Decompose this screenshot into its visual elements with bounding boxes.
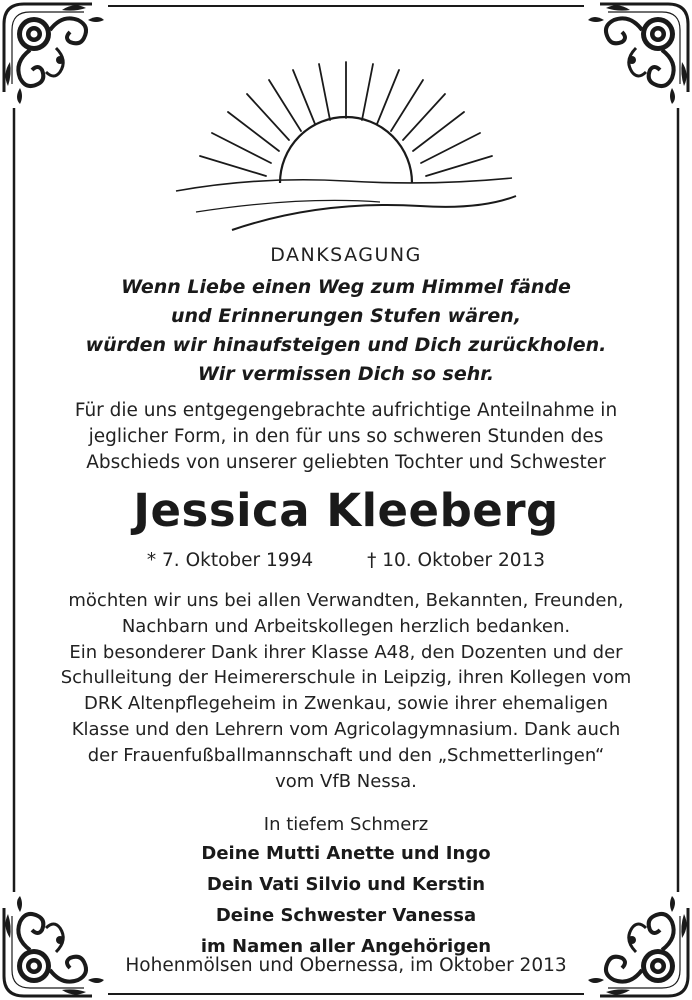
thanks-body [0, 588, 692, 794]
signer-line: Deine Schwester Vanessa [215, 905, 477, 926]
place-and-date: Hohenmölsen und Obernessa, im Oktober 2013 [125, 955, 567, 976]
body-line: Klasse und den Lehrern vom Agricolagymnasium. Dank auch [71, 718, 621, 740]
intro-text [0, 398, 692, 476]
signers-list [0, 838, 692, 962]
intro-line: Abschieds von unserer geliebten Tochter und Schwester [86, 452, 606, 473]
sunrise-icon [0, 0, 692, 250]
death-date: † 10. Oktober 2013 [367, 550, 546, 571]
body-line: Schulleitung der Heimererschule in Leipzig, ihren Kollegen vom [60, 667, 632, 689]
body-line: Nachbarn und Arbeitskollegen herzlich bedanken. [121, 615, 571, 637]
body-line: Ein besonderer Dank ihrer Klasse A48, den Dozenten und der [69, 641, 623, 663]
intro-line: jeglicher Form, in den für uns so schweren Stunden des [88, 426, 604, 447]
body-line: vom VfB Nessa. [275, 770, 417, 792]
poem-line: Wir vermissen Dich so sehr. [197, 363, 495, 385]
heading-danksagung: DANKSAGUNG [270, 244, 422, 266]
body-line: der Frauenfußballmannschaft und den „Schmetterlingen“ [87, 744, 605, 766]
signer-line: im Namen aller Angehörigen [200, 936, 492, 957]
deceased-name: Jessica Kleeberg [133, 484, 559, 537]
life-dates [0, 550, 692, 571]
body-line: möchten wir uns bei allen Verwandten, Bekannten, Freunden, [68, 590, 624, 611]
poem-line: würden wir hinaufsteigen und Dich zurückholen. [85, 334, 607, 356]
body-line: DRK Altenpflegeheim in Zwenkau, sowie ihrer ehemaligen [83, 693, 609, 715]
birth-date: * 7. Oktober 1994 [146, 550, 314, 571]
signer-line: Dein Vati Silvio und Kerstin [206, 874, 486, 895]
closing-phrase: In tiefem Schmerz [263, 814, 429, 835]
signer-line: Deine Mutti Anette und Ingo [201, 843, 491, 864]
intro-line: Für die uns entgegengebrachte aufrichtige Anteilnahme in [74, 400, 618, 421]
poem-line: und Erinnerungen Stufen wären, [170, 305, 522, 327]
poem-line: Wenn Liebe einen Weg zum Himmel fände [121, 276, 571, 298]
poem-verse [0, 273, 692, 389]
